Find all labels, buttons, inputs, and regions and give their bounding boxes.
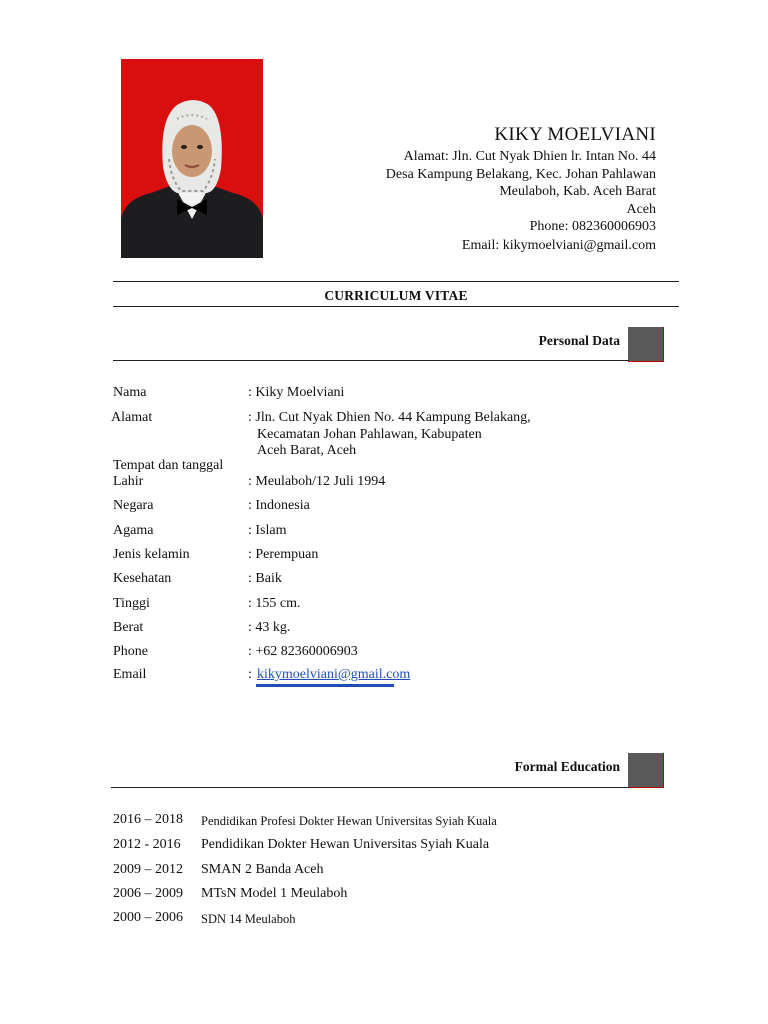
section-marker-box <box>628 753 664 788</box>
address-line-3: Meulaboh, Kab. Aceh Barat <box>499 184 656 199</box>
label-berat: Berat <box>113 620 144 635</box>
person-portrait-icon <box>121 59 263 258</box>
section-marker-box <box>628 327 664 362</box>
edu-school: Pendidikan Profesi Dokter Hewan Universitas Syiah Kuala <box>201 814 497 828</box>
formal-education-heading: Formal Education <box>514 759 620 774</box>
header-phone: Phone: 082360006903 <box>529 219 656 234</box>
label-lahir: Lahir <box>113 474 144 489</box>
personal-data-heading: Personal Data <box>538 333 620 348</box>
value-phone: : +62 82360006903 <box>248 644 358 659</box>
cv-title: CURRICULUM VITAE <box>324 288 468 303</box>
edu-years: 2012 - 2016 <box>113 837 181 852</box>
label-nama: Nama <box>113 385 147 400</box>
email-link[interactable]: kikymoelviani@gmail.com <box>257 667 411 682</box>
label-tinggi: Tinggi <box>113 596 150 611</box>
address-line-4: Aceh <box>626 202 656 217</box>
label-phone: Phone <box>113 644 148 659</box>
candidate-name: KIKY MOELVIANI <box>494 124 656 145</box>
bottom-rule <box>113 306 679 307</box>
value-alamat-2: Kecamatan Johan Pahlawan, Kabupaten <box>257 427 482 442</box>
value-agama: : Islam <box>248 523 287 538</box>
address-line-2: Desa Kampung Belakang, Kec. Johan Pahlawan <box>385 167 656 182</box>
value-lahir: : Meulaboh/12 Juli 1994 <box>248 474 386 489</box>
value-jenis-kelamin: : Perempuan <box>248 547 319 562</box>
label-kesehatan: Kesehatan <box>113 571 172 586</box>
label-jenis-kelamin: Jenis kelamin <box>113 547 190 562</box>
value-berat: : 43 kg. <box>248 620 291 635</box>
label-negara: Negara <box>113 498 154 513</box>
edu-years: 2006 – 2009 <box>113 886 183 901</box>
value-nama: : Kiky Moelviani <box>248 385 345 400</box>
edu-school: MTsN Model 1 Meulaboh <box>201 886 348 901</box>
value-kesehatan: : Baik <box>248 571 282 586</box>
top-rule <box>113 281 679 282</box>
label-tempat-tanggal: Tempat dan tanggal <box>113 458 224 473</box>
email-colon: : <box>248 667 252 682</box>
header-email: Email: kikymoelviani@gmail.com <box>461 238 656 253</box>
label-alamat: Alamat <box>111 410 153 425</box>
section-rule <box>113 360 629 361</box>
edu-years: 2000 – 2006 <box>113 910 183 925</box>
edu-years: 2009 – 2012 <box>113 862 183 877</box>
email-link-underline <box>256 684 394 687</box>
value-alamat-1: : Jln. Cut Nyak Dhien No. 44 Kampung Belakang, <box>248 410 531 425</box>
edu-years: 2016 – 2018 <box>113 812 183 827</box>
profile-photo <box>121 59 263 258</box>
edu-school: SDN 14 Meulaboh <box>201 912 296 926</box>
edu-school: Pendidikan Dokter Hewan Universitas Syiah Kuala <box>201 837 490 852</box>
section-rule <box>111 787 629 788</box>
edu-school: SMAN 2 Banda Aceh <box>201 862 324 877</box>
label-email: Email <box>113 667 147 682</box>
label-agama: Agama <box>113 523 154 538</box>
value-alamat-3: Aceh Barat, Aceh <box>257 443 357 458</box>
value-negara: : Indonesia <box>248 498 310 513</box>
address-line-1: Alamat: Jln. Cut Nyak Dhien lr. Intan No. 44 <box>403 149 656 164</box>
value-tinggi: : 155 cm. <box>248 596 301 611</box>
